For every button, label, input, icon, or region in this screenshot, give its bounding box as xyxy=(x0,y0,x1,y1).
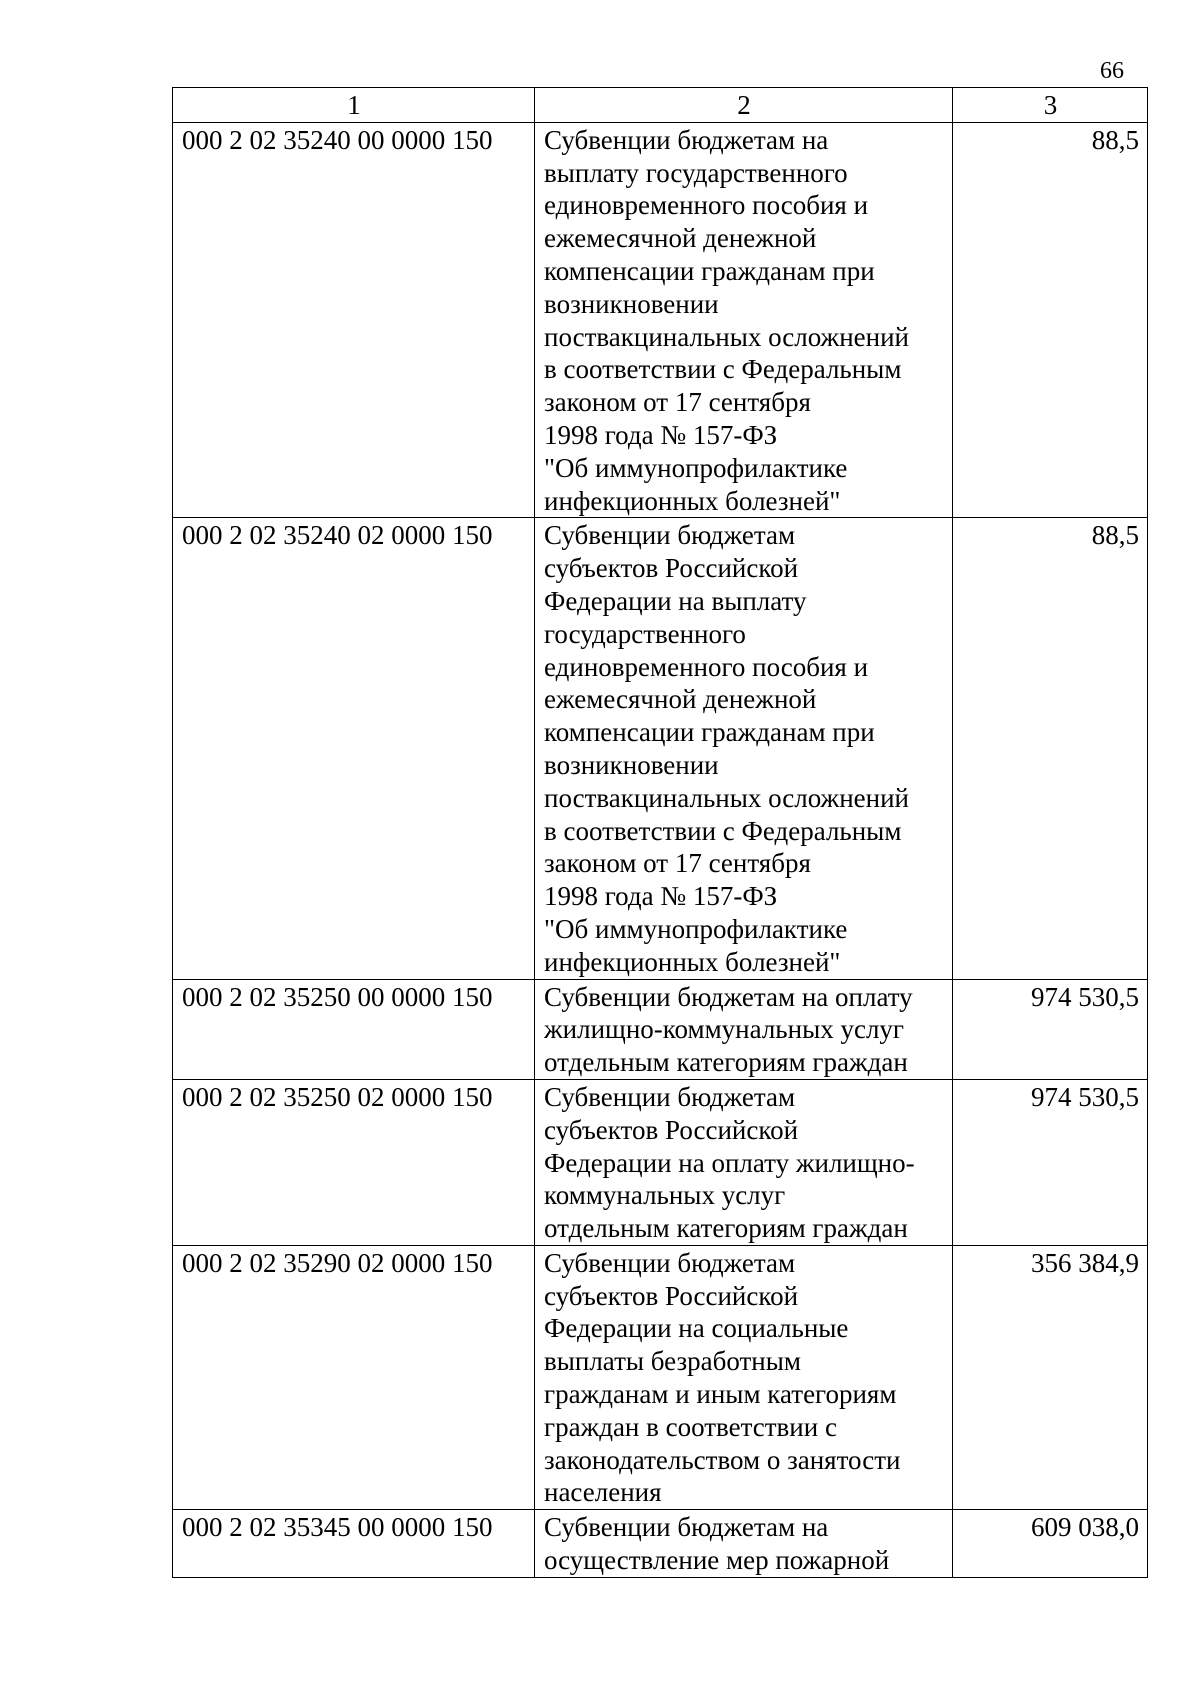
table-row xyxy=(173,122,1148,518)
table-row xyxy=(173,1079,1148,1245)
row-amount: 609 038,0 xyxy=(953,1510,1148,1578)
row-description: Субвенции бюджетам субъектов Российской Федерации на социальные выплаты безработным гражданам и иным категориям граждан в соответствии с законодательством о занятости населения xyxy=(535,1245,953,1509)
budget-code: 000 2 02 35290 02 0000 150 xyxy=(173,1245,535,1509)
row-description: Субвенции бюджетам на выплату государственного единовременного пособия и ежемесячной денежной компенсации гражданам при возникновении поствакцинальных осложнений в соответствии с Федеральным законом от 17 сентября 1998 года № 157-ФЗ "Об иммунопрофилактике инфекционных болезней" xyxy=(535,122,953,518)
budget-code: 000 2 02 35250 02 0000 150 xyxy=(173,1079,535,1245)
row-amount: 974 530,5 xyxy=(953,1079,1148,1245)
page-number: 66 xyxy=(1100,58,1124,84)
table-row xyxy=(173,1510,1148,1578)
table-row xyxy=(173,979,1148,1079)
row-description: Субвенции бюджетам на оплату жилищно-коммунальных услуг отдельным категориям граждан xyxy=(535,979,953,1079)
row-description: Субвенции бюджетам на осуществление мер пожарной xyxy=(535,1510,953,1578)
row-amount: 88,5 xyxy=(953,122,1148,518)
budget-table xyxy=(172,87,1148,1578)
column-header-3: 3 xyxy=(953,88,1148,123)
row-description: Субвенции бюджетам субъектов Российской Федерации на выплату государственного единовременного пособия и ежемесячной денежной компенсации гражданам при возникновении поствакцинальных осложнений в соответствии с Федеральным законом от 17 сентября 1998 года № 157-ФЗ "Об иммунопрофилактике инфекционных болезней" xyxy=(535,518,953,979)
row-amount: 88,5 xyxy=(953,518,1148,979)
table-row xyxy=(173,1245,1148,1509)
row-amount: 974 530,5 xyxy=(953,979,1148,1079)
column-header-2: 2 xyxy=(535,88,953,123)
budget-code: 000 2 02 35240 00 0000 150 xyxy=(173,122,535,518)
budget-code: 000 2 02 35240 02 0000 150 xyxy=(173,518,535,979)
column-header-1: 1 xyxy=(173,88,535,123)
budget-code: 000 2 02 35250 00 0000 150 xyxy=(173,979,535,1079)
row-amount: 356 384,9 xyxy=(953,1245,1148,1509)
row-description: Субвенции бюджетам субъектов Российской Федерации на оплату жилищно- коммунальных услуг отдельным категориям граждан xyxy=(535,1079,953,1245)
budget-code: 000 2 02 35345 00 0000 150 xyxy=(173,1510,535,1578)
table-header-row xyxy=(173,88,1148,123)
table-row xyxy=(173,518,1148,979)
